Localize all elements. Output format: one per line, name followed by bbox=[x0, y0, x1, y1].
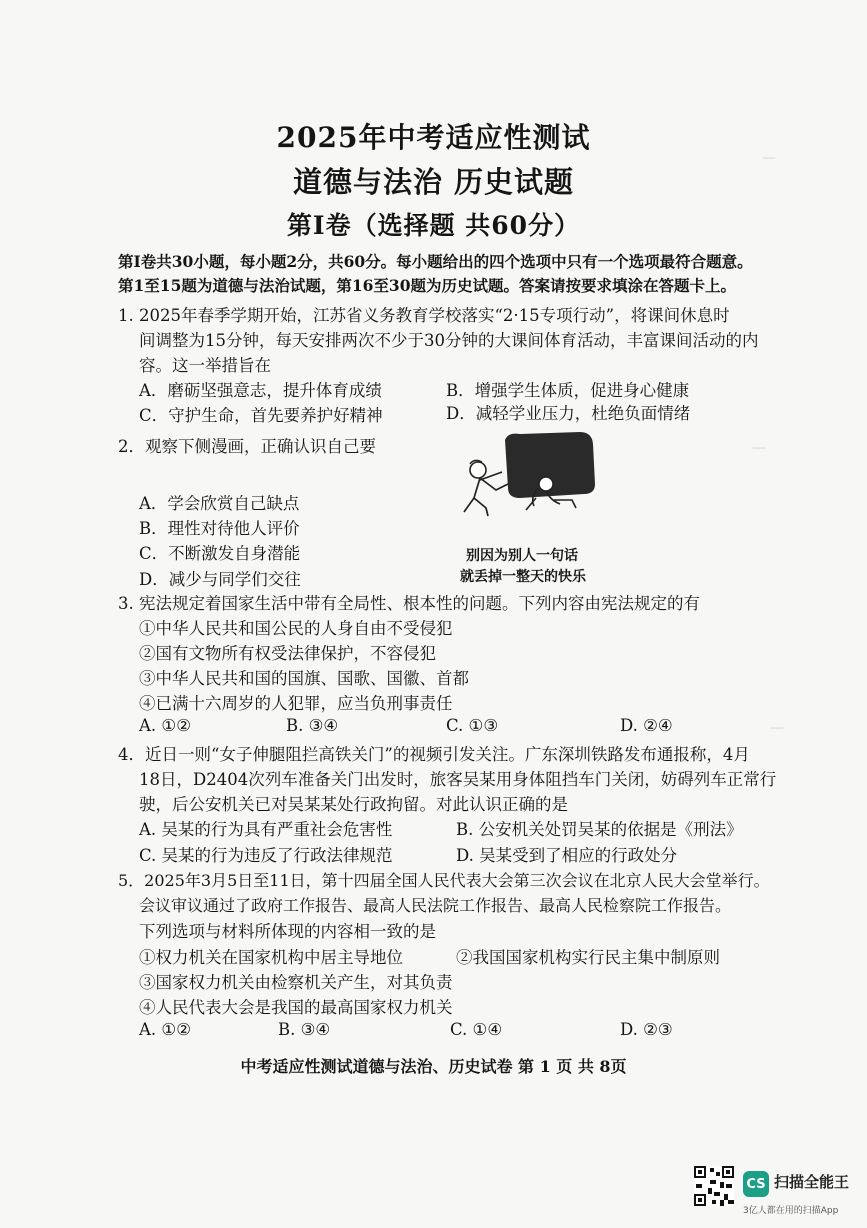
q1-stem-line: 容。这一举措旨在 bbox=[139, 356, 271, 375]
q3-item-4: ④已满十六周岁的人犯罪，应当负刑事责任 bbox=[139, 694, 453, 713]
q2-option-d: D．减少与同学们交往 bbox=[139, 570, 301, 589]
cartoon-caption-line-2: 就丢掉一整天的快乐 bbox=[460, 569, 586, 585]
page-footer: 中考适应性测试道德与法治、历史试卷 第 1 页 共 8页 bbox=[240, 1057, 627, 1076]
q3-stem: 3. 宪法规定着国家生活中带有全局性、根本性的问题。下列内容由宪法规定的有 bbox=[118, 594, 700, 613]
q3-item-1: ①中华人民共和国公民的人身自由不受侵犯 bbox=[139, 619, 453, 638]
q1-stem-line: 1. 2025年春季学期开始，江苏省义务教育学校落实“2·15专项行动”，将课间休息时 bbox=[118, 306, 730, 325]
q5-option-d: D. ②③ bbox=[620, 1020, 673, 1039]
exam-subtitle: 道德与法治 历史试题 bbox=[292, 165, 575, 199]
crushed-person-head bbox=[539, 477, 553, 491]
q3-item-3: ③中华人民共和国的国旗、国歌、国徽、首都 bbox=[139, 669, 469, 688]
scanner-brand-name: 扫描全能王 bbox=[774, 1173, 850, 1191]
q2-stem: 2．观察下侧漫画，正确认识自己要 bbox=[118, 437, 376, 456]
q5-stem-line: 5．2025年3月5日至11日，第十四届全国人民代表大会第三次会议在北京人民大会堂举行。 bbox=[118, 871, 770, 890]
bleed-through-text: — bbox=[770, 720, 784, 736]
q2-option-a: A．学会欣赏自己缺点 bbox=[139, 494, 300, 513]
intro-line-2: 第1至15题为道德与法治试题，第16至30题为历史试题。答案请按要求填涂在答题卡上。 bbox=[118, 276, 736, 295]
q5-option-a: A. ①② bbox=[139, 1020, 191, 1039]
q1-option-b: B．增强学生体质，促进身心健康 bbox=[446, 381, 690, 400]
pushing-person-head bbox=[470, 462, 486, 478]
q4-option-b: B. 公安机关处罚吴某的依据是《刑法》 bbox=[456, 820, 743, 839]
q2-option-c: C．不断激发自身潜能 bbox=[139, 544, 301, 563]
q5-stem-line: 会议审议通过了政府工作报告、最高人民法院工作报告、最高人民检察院工作报告。 bbox=[139, 896, 732, 915]
section-title: 第Ⅰ卷（选择题 共60分） bbox=[286, 211, 581, 240]
intro-line-1: 第Ⅰ卷共30小题，每小题2分，共60分。每小题给出的四个选项中只有一个选项最符合题意。 bbox=[118, 252, 753, 271]
q1-option-a: A．磨砺坚强意志，提升体育成绩 bbox=[139, 381, 382, 400]
q5-option-b: B. ③④ bbox=[278, 1020, 331, 1039]
q2-option-b: B．理性对待他人评价 bbox=[139, 519, 300, 538]
q5-stem-line: 下列选项与材料所体现的内容相一致的是 bbox=[139, 922, 436, 941]
cartoon-caption-line-1: 别因为别人一句话 bbox=[466, 548, 578, 564]
q4-option-c: C. 吴某的行为违反了行政法律规范 bbox=[139, 846, 393, 865]
q4-stem-line: 18日，D2404次列车准备关门出发时，旅客吴某用身体阻挡车门关闭，妨碍列车正常行 bbox=[139, 770, 777, 789]
q5-item-2: ②我国国家机构实行民主集中制原则 bbox=[456, 948, 720, 967]
scanner-tagline: 3亿人都在用的扫描App bbox=[743, 1206, 839, 1216]
q3-item-2: ②国有文物所有权受法律保护，不容侵犯 bbox=[139, 644, 436, 663]
q1-option-d: D．减轻学业压力，杜绝负面情绪 bbox=[446, 404, 691, 423]
exam-title: 2025年中考适应性测试 bbox=[276, 121, 591, 154]
q3-option-c: C. ①③ bbox=[446, 716, 499, 735]
q4-option-d: D. 吴某受到了相应的行政处分 bbox=[456, 846, 678, 865]
q5-option-c: C. ①④ bbox=[450, 1020, 503, 1039]
q5-item-1: ①权力机关在国家机构中居主导地位 bbox=[139, 948, 403, 967]
q1-stem-line: 间调整为15分钟，每天安排两次不少于30分钟的大课间体育活动，丰富课间活动的内 bbox=[139, 331, 759, 350]
q3-option-d: D. ②④ bbox=[620, 716, 673, 735]
q3-option-b: B. ③④ bbox=[286, 716, 339, 735]
q5-item-3: ③国家权力机关由检察机关产生，对其负责 bbox=[139, 973, 453, 992]
q4-option-a: A. 吴某的行为具有严重社会危害性 bbox=[139, 820, 393, 839]
q4-stem-line: 驶，后公安机关已对吴某某处行政拘留。对此认识正确的是 bbox=[139, 795, 568, 814]
q3-option-a: A. ①② bbox=[139, 716, 191, 735]
bleed-through-text: — bbox=[752, 440, 766, 456]
q5-item-4: ④人民代表大会是我国的最高国家权力机关 bbox=[139, 998, 453, 1017]
camscanner-logo-icon: CS bbox=[743, 1171, 769, 1197]
qr-code-icon bbox=[694, 1166, 734, 1206]
q4-stem-line: 4．近日一则“女子伸腿阻拦高铁关门”的视频引发关注。广东深圳铁路发布通报称，4月 bbox=[118, 745, 750, 764]
q1-option-c: C．守护生命，首先要养护好精神 bbox=[139, 406, 383, 425]
bleed-through-text: — bbox=[762, 150, 776, 166]
